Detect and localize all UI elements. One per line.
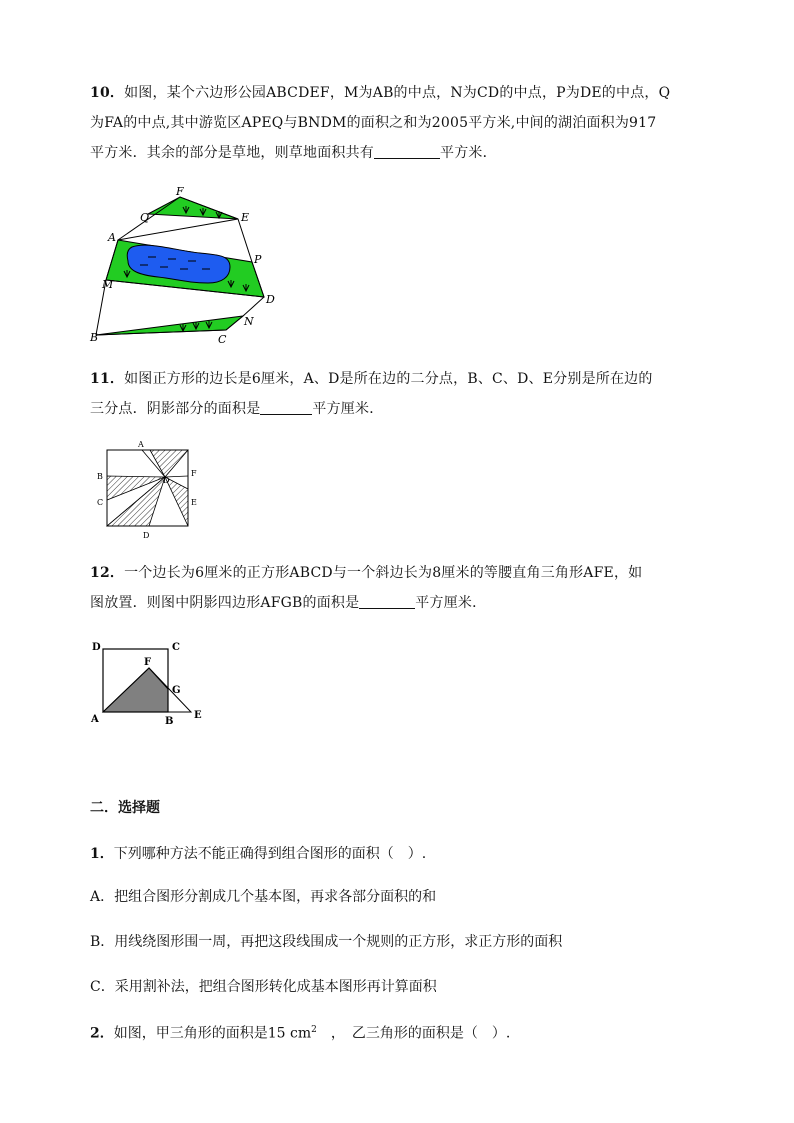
question-10 [90, 80, 710, 166]
answer-blank[interactable] [359, 592, 415, 609]
question-11 [90, 366, 710, 422]
label-E: E [194, 710, 202, 721]
label-A: A [138, 440, 144, 449]
choice-question-2: 2．如图，甲三角形的面积是15 $cm^2$ ， 乙三角形的面积是（ ）. [90, 1025, 511, 1042]
q10-figure [88, 185, 288, 347]
grass-top [148, 197, 238, 219]
label-D: D [92, 642, 101, 653]
label-F: F [176, 185, 184, 198]
label-Q: Q [140, 211, 150, 224]
q10-number: 10． [90, 85, 125, 101]
label-A: A [108, 231, 116, 244]
q11-line2: 三分点．阴影部分的面积是 平方厘米． [90, 396, 710, 422]
label-B: B [90, 331, 99, 344]
label-F: F [144, 657, 152, 668]
q11-number: 11． [90, 371, 125, 387]
label-G: G [172, 685, 181, 696]
q10-line3: 平方米．其余的部分是草地，则草地面积共有 平方米． [90, 140, 710, 166]
option-a[interactable]: A．把组合图形分割成几个基本图，再求各部分面积的和 [90, 889, 437, 905]
label-P: P [254, 253, 262, 266]
section-title: 二．选择题 [90, 800, 160, 816]
question-12 [90, 560, 710, 616]
q10-line2: 为FA的中点,其中游览区APEQ与BNDM的面积之和为2005平方米,中间的湖泊面积为917 [90, 115, 657, 131]
label-C: C [172, 642, 180, 653]
q10-line1: 10．如图，某个六边形公园ABCDEF，M为AB的中点，N为CD的中点，P为DE的中点，Q [90, 85, 671, 101]
label-B: B [97, 472, 103, 481]
label-D: D [266, 293, 275, 306]
label-D: D [163, 476, 170, 485]
q12-line1: 12．一个边长为6厘米的正方形ABCD与一个斜边长为8厘米的等腰直角三角形AFE，如 [90, 565, 643, 581]
option-c[interactable]: C．采用割补法，把组合图形转化成基本图形再计算面积 [90, 979, 437, 995]
shaded-top [150, 450, 188, 477]
shaded-quadrilateral [103, 668, 168, 712]
q12-number: 12． [90, 565, 125, 581]
label-B: B [165, 716, 174, 724]
label-N: N [244, 315, 254, 328]
label-C: C [97, 498, 104, 507]
q11-figure [92, 438, 207, 546]
label-F: F [191, 469, 197, 478]
label-bottom: D [143, 531, 150, 540]
q12-figure [88, 636, 218, 724]
choice-question-1: 1．下列哪种方法不能正确得到组合图形的面积（ ）. [90, 846, 427, 862]
option-b[interactable]: B．用线绕图形围一周，再把这段线围成一个规则的正方形，求正方形的面积 [90, 934, 563, 950]
q11-line1: 11．如图正方形的边长是6厘米，A、D是所在边的二分点，B、C、D、E分别是所在边的 [90, 371, 653, 387]
answer-blank[interactable] [260, 398, 312, 415]
label-C: C [218, 333, 227, 346]
label-A: A [91, 714, 99, 724]
label-E: E [191, 498, 197, 507]
label-E: E [241, 211, 250, 224]
label-M: M [102, 278, 114, 291]
q12-line2: 图放置．则图中阴影四边形AFGB的面积是 平方厘米． [90, 590, 710, 616]
answer-blank[interactable] [374, 142, 440, 159]
